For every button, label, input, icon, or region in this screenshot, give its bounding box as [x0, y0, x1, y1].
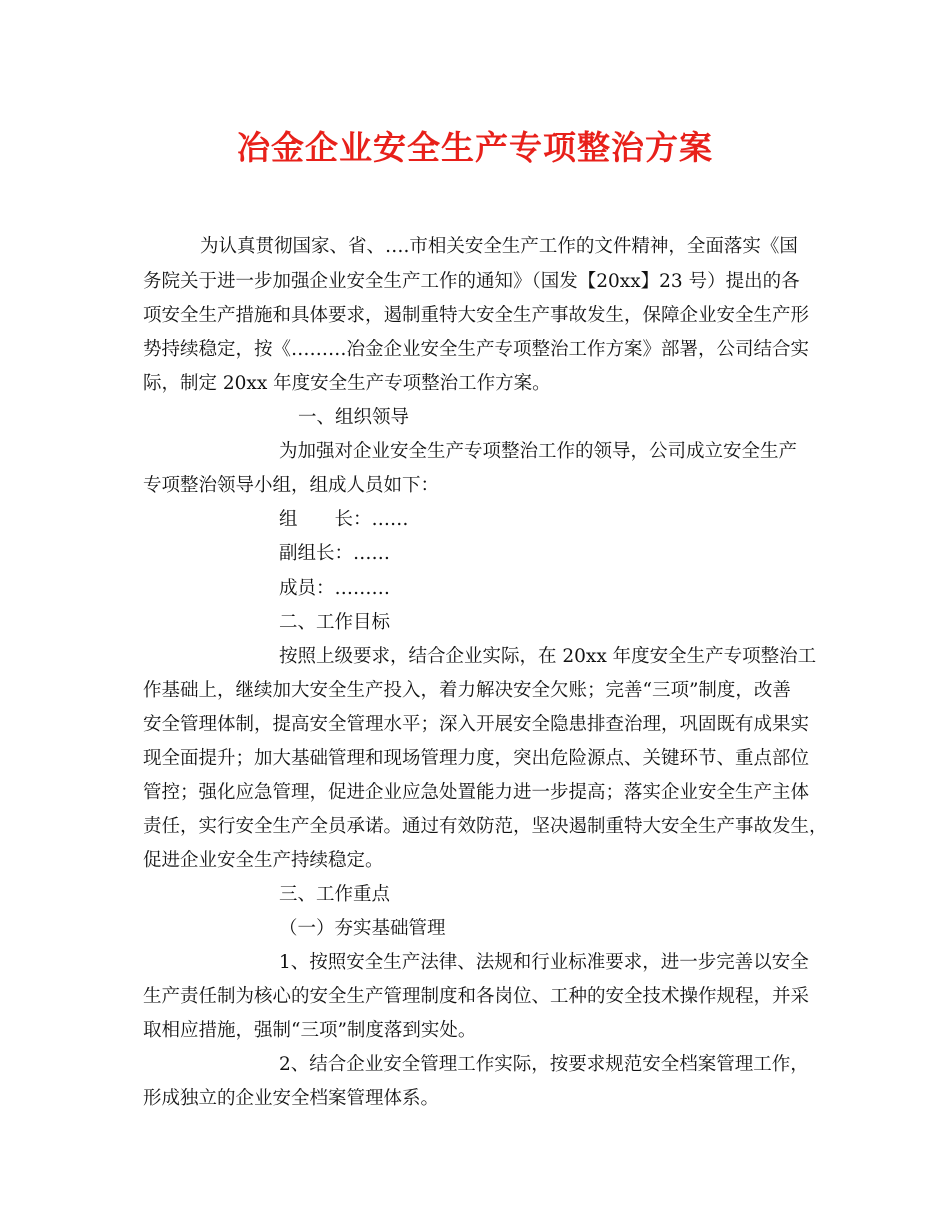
- paragraph-line: 为认真贯彻国家、省、….市相关安全生产工作的文件精神，全面落实《国: [200, 236, 798, 257]
- paragraph-line: 管控；强化应急管理，促进企业应急处置能力进一步提高；落实企业安全生产主体: [143, 782, 810, 803]
- paragraph-line: 取相应措施，强制“三项”制度落到实处。: [143, 1020, 477, 1041]
- paragraph-line: 务院关于进一步加强企业安全生产工作的通知》（国发【20xx】23 号）提出的各: [143, 271, 800, 292]
- member-leader: 组 长：……: [279, 509, 409, 530]
- paragraph-line: 项安全生产措施和具体要求，遏制重特大安全生产事故发生，保障企业安全生产形: [143, 305, 810, 326]
- paragraph-line: 2、结合企业安全管理工作实际，按要求规范安全档案管理工作，: [279, 1054, 809, 1075]
- paragraph-line: 为加强对企业安全生产专项整治工作的领导，公司成立安全生产: [279, 441, 798, 462]
- paragraph-line: 势持续稳定，按《………冶金企业安全生产专项整治工作方案》部署，公司结合实: [143, 339, 810, 360]
- paragraph-line: 按照上级要求，结合企业实际，在 20xx 年度安全生产专项整治工: [279, 646, 817, 667]
- paragraph-line: 安全管理体制，提高安全管理水平；深入开展安全隐患排查治理，巩固既有成果实: [143, 714, 810, 735]
- subsection-heading: （一）夯实基础管理: [279, 918, 446, 939]
- member-members: 成员：………: [279, 578, 391, 599]
- document-title: 冶金企业安全生产专项整治方案: [237, 128, 713, 167]
- paragraph-line: 际，制定 20xx 年度安全生产专项整治工作方案。: [143, 373, 551, 394]
- paragraph-line: 生产责任制为核心的安全生产管理制度和各岗位、工种的安全技术操作规程，并采: [143, 986, 810, 1007]
- section-heading: 一、组织领导: [298, 407, 410, 428]
- member-deputy: 副组长：……: [279, 543, 391, 564]
- paragraph-line: 现全面提升；加大基础管理和现场管理力度，突出危险源点、关键环节、重点部位: [143, 748, 810, 769]
- section-heading: 二、工作目标: [279, 612, 391, 633]
- paragraph-line: 专项整治领导小组，组成人员如下：: [143, 475, 440, 496]
- section-heading: 三、工作重点: [279, 884, 391, 905]
- paragraph-line: 1、按照安全生产法律、法规和行业标准要求，进一步完善以安全: [279, 952, 809, 973]
- paragraph-line: 促进企业安全生产持续稳定。: [143, 850, 384, 871]
- paragraph-line: 责任，实行安全生产全员承诺。通过有效防范，坚决遏制重特大安全生产事故发生，: [143, 816, 828, 837]
- paragraph-line: 作基础上，继续加大安全生产投入，着力解决安全欠账；完善“三项”制度，改善: [143, 680, 791, 701]
- paragraph-line: 形成独立的企业安全档案管理体系。: [143, 1088, 440, 1109]
